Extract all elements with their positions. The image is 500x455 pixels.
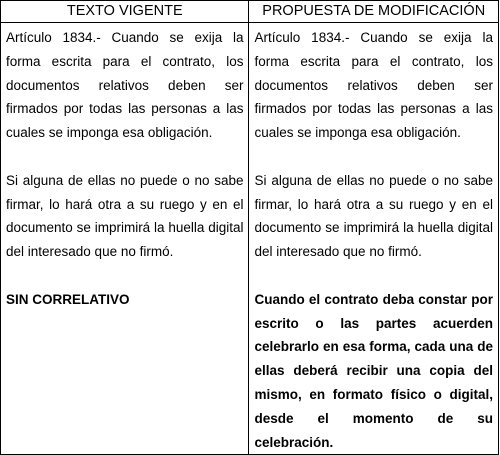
proposed-new-paragraph: Cuando el contrato deba constar por escrito o las partes acuerden celebrarlo en esa forma, cada una de ellas deberá recibir una copia del mismo, en formato físico o digital, desde el momento de su celebración. [254, 291, 493, 450]
no-correlative-label: SIN CORRELATIVO [6, 291, 130, 307]
proposed-article-paragraph: Artículo 1834.- Cuando se exija la forma escrita para el contrato, los documentos relativos deben ser firmados por todas las personas a las cuales se imponga esa obligación. [254, 30, 493, 141]
cell-texto-vigente [1, 23, 249, 455]
current-signature-paragraph: Si alguna de ellas no puede o no sabe firmar, lo hará otra a su ruego y en el documento se imprimirá la huella digital del interesado que no firmó. [6, 172, 244, 260]
current-article-paragraph: Artículo 1834.- Cuando se exija la forma escrita para el contrato, los documentos relativos deben ser firmados por todas las personas a las cuales se imponga esa obligación. [6, 30, 244, 141]
cell-propuesta-modificacion [249, 23, 499, 455]
table-header-row [1, 1, 499, 23]
proposed-signature-paragraph: Si alguna de ellas no puede o no sabe firmar, lo hará otra a su ruego y en el documento se imprimirá la huella digital del interesado que no firmó. [254, 172, 493, 260]
table-row [1, 23, 499, 455]
header-texto-vigente: TEXTO VIGENTE [1, 1, 249, 23]
header-propuesta-modificacion: PROPUESTA DE MODIFICACIÓN [249, 1, 499, 23]
